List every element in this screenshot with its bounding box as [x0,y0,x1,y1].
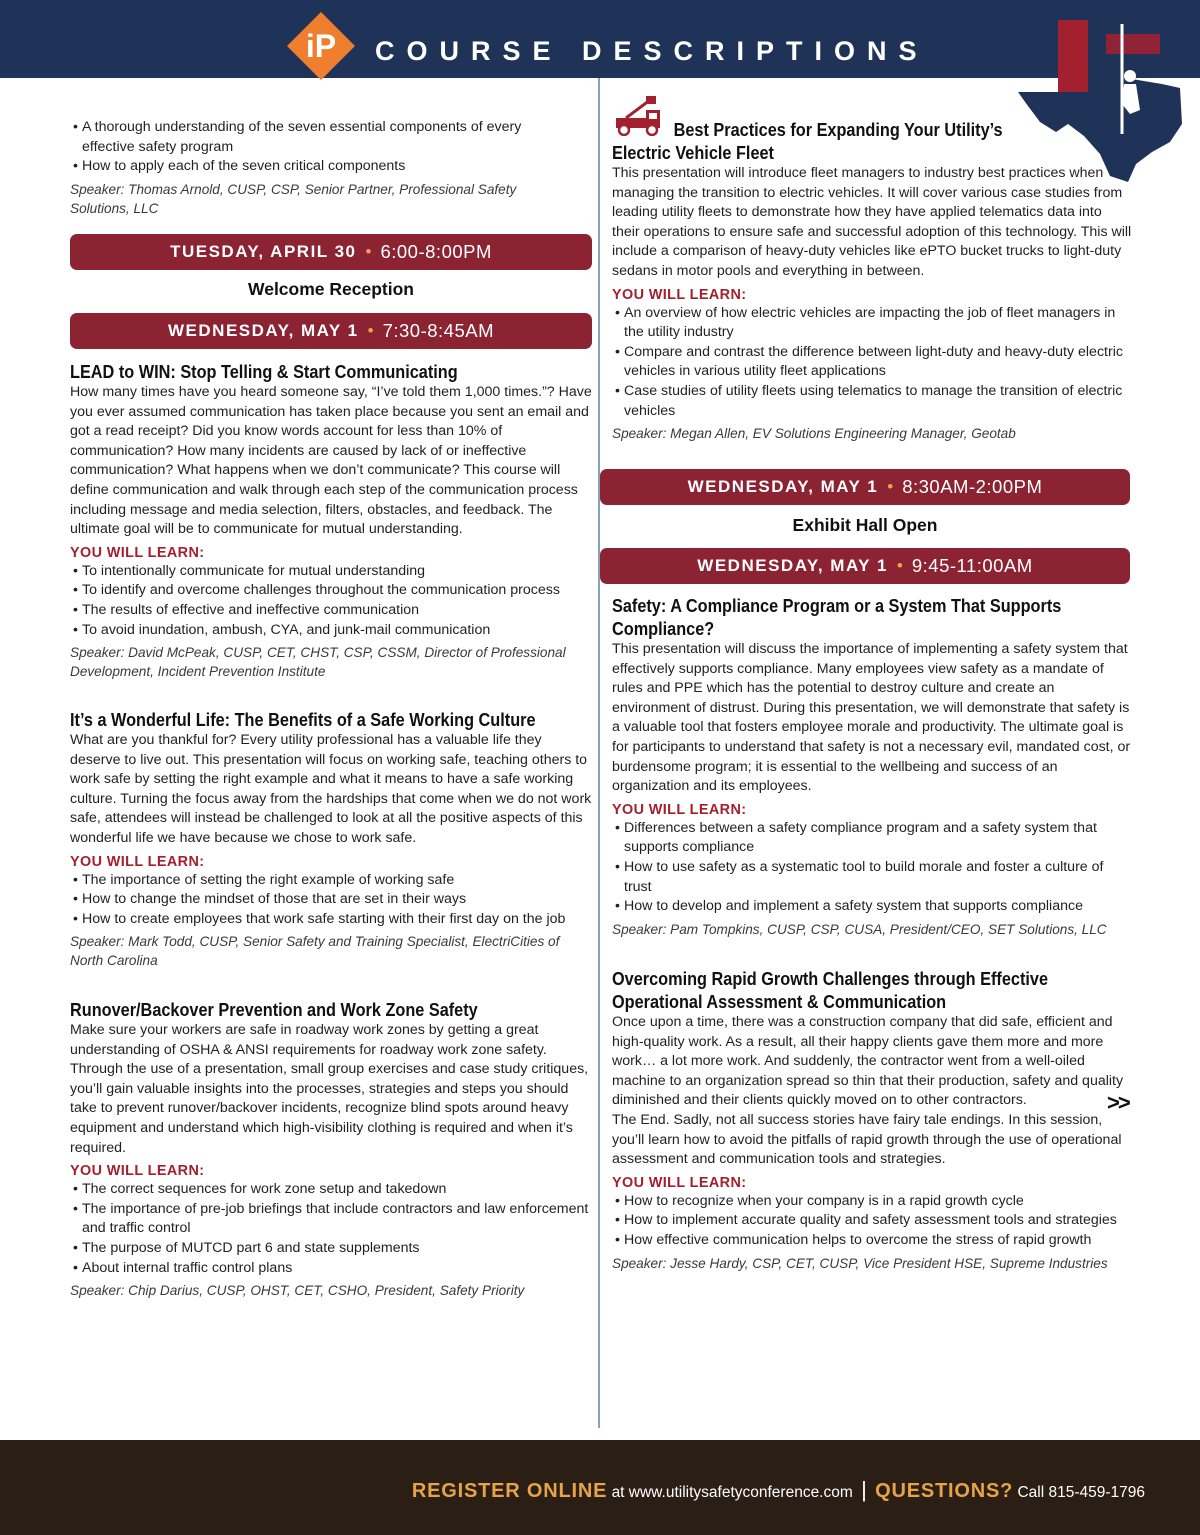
event-title: Welcome Reception [248,279,414,299]
banner-day: WEDNESDAY, MAY 1 [687,477,879,496]
course-block [70,360,592,681]
schedule-banner [600,469,1130,505]
ip-logo [285,10,357,82]
banner-separator: • [896,556,903,575]
list-item: • To avoid inundation, ambush, CYA, and junk-mail communication [70,621,592,641]
speaker-line: Speaker: Thomas Arnold, CUSP, CSP, Senior Partner, Professional Safety Solutions, LLC [70,181,517,216]
list-item: • The purpose of MUTCD part 6 and state supplements [70,1239,592,1259]
phone-number: Call 815-459-1796 [1017,1484,1145,1501]
list-item: • How to create employees that work safe starting with their first day on the job [70,910,592,930]
list-item: • How to recognize when your company is in a rapid growth cycle [612,1192,1132,1212]
logo-text: iP [305,28,337,64]
course-title-line2: Electric Vehicle Fleet [612,142,774,163]
list-item: • The correct sequences for work zone setup and takedown [70,1180,592,1200]
register-label: REGISTER ONLINE [411,1480,608,1502]
banner-day: TUESDAY, APRIL 30 [170,242,357,261]
course-description: What are you thankful for? Every utility professional has a valuable life they deserve to live out. This presentation will focus on working safe, teaching others to work safe by setting the right example and what it means to have a safe working culture. Turning the focus away from the hardships that come when we do not work safe, attendees will instead be challenged to look at all the positive aspects of this wonderful life we have because we chose to work safe. [70,732,592,846]
learn-heading: YOU WILL LEARN: [70,853,205,870]
course-block [612,594,1132,939]
course-title: It’s a Wonderful Life: The Benefits of a Safe Working Culture [70,709,536,730]
course-title-line1: Safety: A Compliance Program or a System That Supports [612,595,1062,616]
list-item: • Compare and contrast the difference between light-duty and heavy-duty electric vehicles in various utility fleet applications [612,343,1132,382]
list-item: • How to use safety as a systematic tool to build morale and foster a culture of trust [612,858,1132,897]
course-description-continued: The End. Sadly, not all success stories have fairy tale endings. In this session, you’ll learn how to avoid the pitfalls of rapid growth through the use of operational assessment and communication tools and strategies. [612,1111,1122,1168]
intro-bullet-list [70,118,592,177]
list-item: • A thorough understanding of the seven essential components of every effective safety program [70,118,592,157]
event-title: Exhibit Hall Open [792,515,938,535]
learn-heading: YOU WILL LEARN: [612,801,747,818]
course-description: Once upon a time, there was a construction company that did safe, efficient and high-quality work. As a result, all their happy clients gave them more and more work… a lot more work. And suddenly, the contractor went from a well-oiled machine to an organization spread so thin that their production, safety and quality diminished and their clients quickly moved on to other contractors. [612,1014,1124,1109]
banner-time: 9:45-11:00AM [911,555,1033,576]
course-description: This presentation will discuss the importance of implementing a safety system that effectively supports compliance. Many employees view safety as a mandate of rules and PPE which has the potential to destroy culture and create an environment of distrust. During this presentation, we will demonstrate that safety is a valuable tool that fosters employee morale and productivity. The ultimate goal is for participants to understand that safety is not a necessary evil, mandated cost, or burdensome program; it is essential to the wellbeing and success of an organization and its employees. [612,641,1131,795]
speaker-line: Speaker: Jesse Hardy, CSP, CET, CUSP, Vice President HSE, Supreme Industries [612,1255,1108,1271]
footer-contact [412,1477,1145,1503]
list-item: • How effective communication helps to overcome the stress of rapid growth [612,1231,1132,1251]
list-item: • To identify and overcome challenges throughout the communication process [70,581,592,601]
learn-list [612,1192,1132,1251]
list-item: • The importance of setting the right example of working safe [70,871,592,891]
register-link[interactable]: at www.utilitysafetyconference.com [611,1484,853,1501]
course-description: How many times have you heard someone say, “I’ve told them 1,000 times.”? Have you ever assumed communication has taken place because you sent an email and got a read receipt? Did you know words account for less than 10% of communication? How many incidents are caused by lack of or ineffective communication? What happens when we don’t communicate? This course will define communication and walk through each step of the communication process including message and media selection, filters, obstacles, and feedback. The ultimate goal will be to communicate for mutual understanding. [70,384,592,538]
page-footer [0,1440,1200,1535]
list-item: • Case studies of utility fleets using telematics to manage the transition of electric vehicles [612,382,1132,421]
course-block [612,967,1132,1273]
course-title-line2: Compliance? [612,618,715,639]
learn-list [70,871,592,930]
course-title: Runover/Backover Prevention and Work Zone Safety [70,999,478,1020]
course-description: This presentation will introduce fleet managers to industry best practices when managing the transition to electric vehicles. It will cover various case studies from leading utility fleets to demonstrate how they have applied telematics data into their operations to ensure safe and successful adoption of this technology. This will include a comparison of heavy-duty vehicles like ePTO bucket trucks to light-duty sedans in motor pools and everything in between. [612,165,1132,279]
banner-day: WEDNESDAY, MAY 1 [168,321,359,340]
course-title-line1: Best Practices for Expanding Your Utility’s [673,119,1003,140]
schedule-banner [600,548,1130,584]
intro-block [70,118,592,218]
speaker-line: Speaker: Megan Allen, EV Solutions Engineering Manager, Geotab [612,426,1016,442]
course-description: Make sure your workers are safe in roadway work zones by getting a great understanding of OSHA & ANSI requirements for roadway work zone safety. Through the use of a presentation, small group exercises and case study critiques, you’ll gain valuable insights into the processes, strategies and steps you should take to prevent runover/backover incidents, recognize blind spots around heavy equipment and understand which high-visibility clothing is required and when it’s required. [70,1022,589,1156]
banner-time: 6:00-8:00PM [380,241,492,262]
banner-time: 7:30-8:45AM [382,320,494,341]
questions-label: QUESTIONS? [875,1480,1014,1502]
list-item: • How to develop and implement a safety system that supports compliance [612,897,1132,917]
course-block [70,708,592,970]
page-title: COURSE DESCRIPTIONS [375,36,929,66]
list-item: • To intentionally communicate for mutual understanding [70,562,592,582]
course-block [70,998,592,1300]
course-title-line1: Overcoming Rapid Growth Challenges through Effective [612,968,1048,989]
footer-separator: | [861,1477,867,1502]
course-block [612,118,1132,443]
schedule-banner [70,313,592,349]
course-title: LEAD to WIN: Stop Telling & Start Communicating [70,361,458,382]
banner-separator: • [367,321,374,340]
learn-list [612,819,1132,917]
list-item: • An overview of how electric vehicles are impacting the job of fleet managers in the utility industry [612,304,1132,343]
banner-separator: • [887,477,894,496]
list-item: • Differences between a safety compliance program and a safety system that supports compliance [612,819,1132,858]
column-divider [598,78,600,1428]
learn-heading: YOU WILL LEARN: [612,1174,747,1191]
speaker-line: Speaker: Chip Darius, CUSP, OHST, CET, CSHO, President, Safety Priority [70,1283,525,1299]
learn-list [612,304,1132,422]
speaker-line: Speaker: David McPeak, CUSP, CET, CHST, CSP, CSSM, Director of Professional Development, Incident Prevention Institute [70,645,566,680]
schedule-banner [70,234,592,270]
learn-list [70,562,592,640]
banner-day: WEDNESDAY, MAY 1 [697,556,888,575]
speaker-line: Speaker: Mark Todd, CUSP, Senior Safety and Training Specialist, ElectriCities of North Carolina [70,934,560,969]
list-item: • How to apply each of the seven critical components [70,157,592,177]
list-item: • How to change the mindset of those that are set in their ways [70,890,592,910]
learn-list [70,1180,592,1278]
list-item: • The importance of pre-job briefings that include contractors and law enforcement and traffic control [70,1200,592,1239]
learn-heading: YOU WILL LEARN: [70,1163,205,1180]
speaker-line: Speaker: Pam Tompkins, CUSP, CSP, CUSA, President/CEO, SET Solutions, LLC [612,921,1107,937]
course-title-line2: Operational Assessment & Communication [612,991,947,1012]
next-page-arrow[interactable]: >> [1107,1090,1129,1115]
learn-heading: YOU WILL LEARN: [70,544,205,561]
banner-separator: • [365,242,372,261]
banner-time: 8:30AM-2:00PM [902,476,1043,497]
list-item: • The results of effective and ineffective communication [70,601,592,621]
list-item: • How to implement accurate quality and safety assessment tools and strategies [612,1211,1132,1231]
list-item: • About internal traffic control plans [70,1259,592,1279]
learn-heading: YOU WILL LEARN: [612,286,747,303]
